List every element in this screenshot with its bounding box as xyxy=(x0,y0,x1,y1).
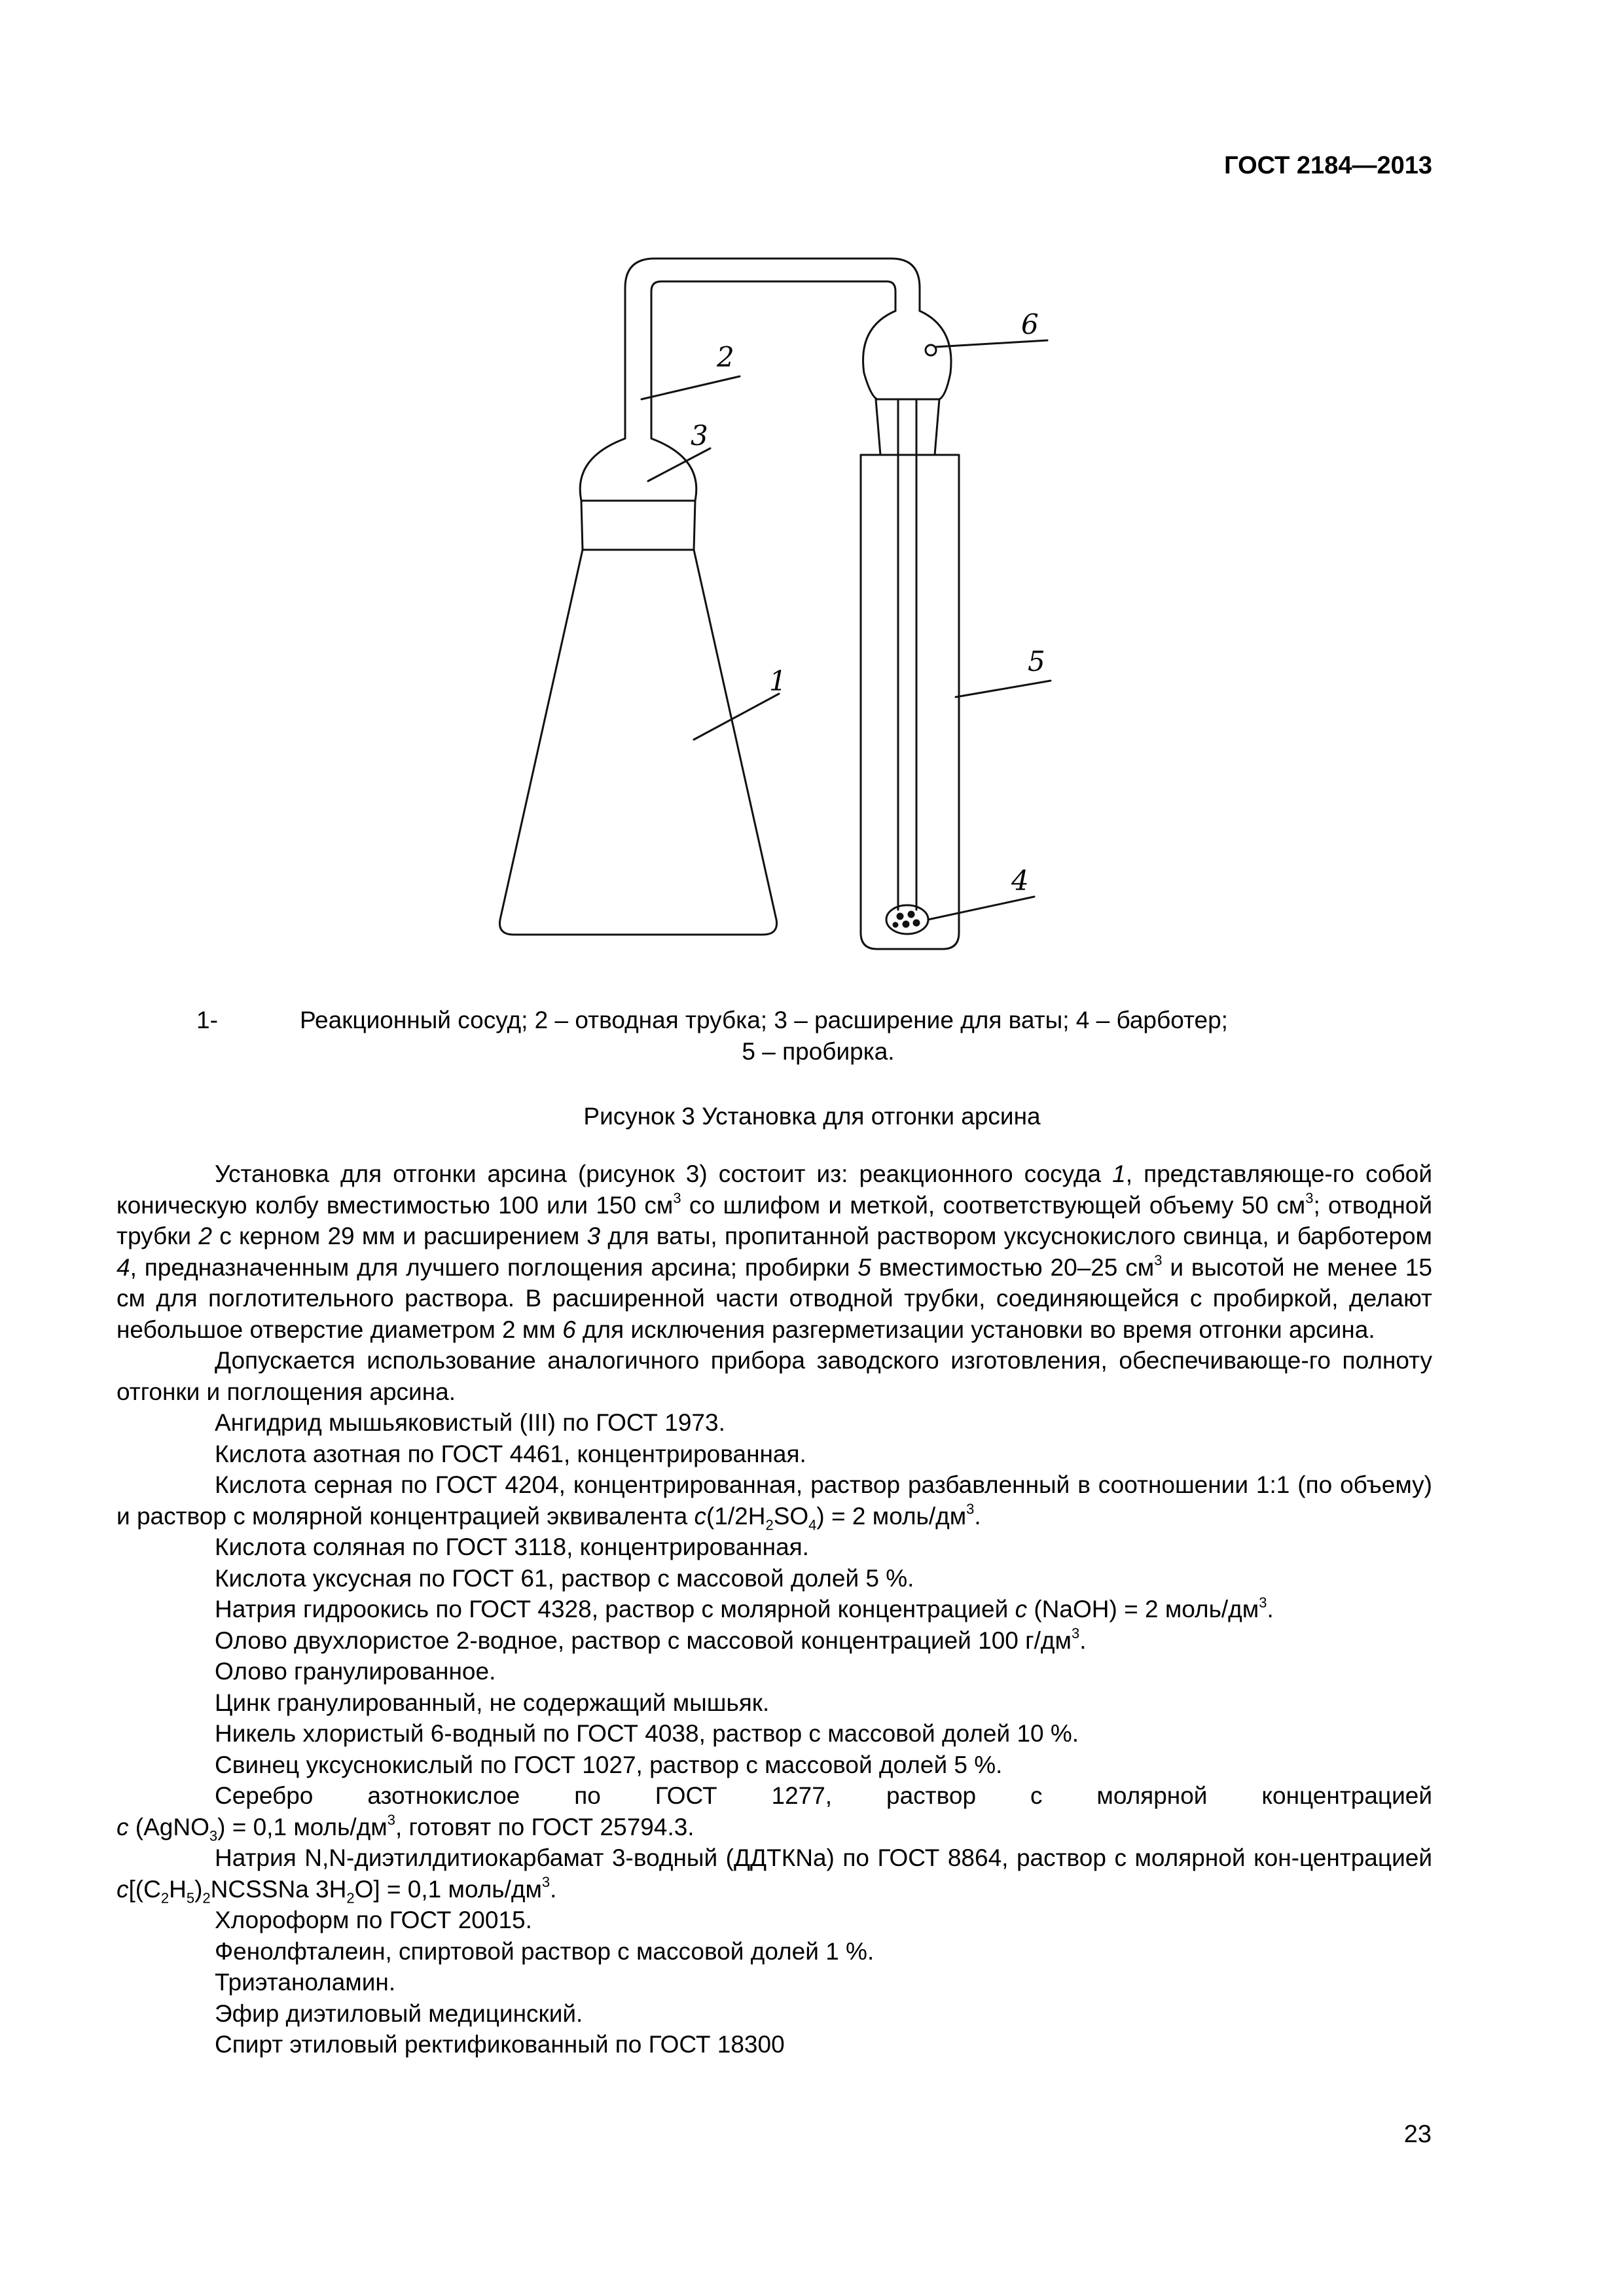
body-text xyxy=(117,1158,1432,2060)
legend-line-2: 5 – пробирка. xyxy=(742,1038,895,1065)
relief-hole xyxy=(926,345,936,355)
reagent-item: Кислота серная по ГОСТ 4204, концентрированная, раствор разбавленный в соотношении 1:1 (по объему) и раствор с молярной концентрацией эквивалента $с(1/2H_2SO_4) = 2$ моль/$дм^3$. xyxy=(117,1471,1432,1533)
paragraph-alternative: Допускается использование аналогичного прибора заводского изготовления, обеспечивающе-го полноту отгонки и поглощения арсина. xyxy=(117,1347,1432,1405)
reagent-item: Олово гранулированное. xyxy=(215,1658,496,1685)
cotton-expansion-bulb xyxy=(580,259,920,501)
reagent-item: Кислота уксусная по ГОСТ 61, раствор с массовой долей 5 %. xyxy=(215,1564,914,1592)
reagent-item: Серебро азотнокислое по ГОСТ 1277, раствор с молярной концентрацией xyxy=(215,1782,1432,1809)
reagent-item: Кислота соляная по ГОСТ 3118, концентрированная. xyxy=(215,1534,809,1560)
bubbler xyxy=(886,905,928,934)
arsine-distillation-apparatus-figure xyxy=(458,242,1113,982)
legend-line-1: Реакционный сосуд; 2 – отводная трубка; 3 – расширение для ваты; 4 – барботер; xyxy=(300,1007,1228,1033)
reagent-item: Триэтаноламин. xyxy=(215,1969,396,1996)
reagent-item: Кислота азотная по ГОСТ 4461, концентрированная. xyxy=(215,1440,806,1467)
reagent-item: Натрия гидроокись по ГОСТ 4328, раствор с молярной концентрацией с (NaOH) = 2 моль/$дм^3$. xyxy=(215,1594,1274,1623)
document-code: ГОСТ 2184—2013 xyxy=(1224,152,1432,179)
paragraph-apparatus: Установка для отгонки арсина (рисунок 3) состоит из: реакционного сосуда 1, представляюще-го собой коническую колбу вместимостью 100 или 150 $см^3$ со шлифом и меткой, соответствующей объему 50 $см^3$; отводной трубки 2 с керном 29 мм и расширением 3 для ваты, пропитанной раствором уксуснокислого свинца, и барботером 4, предназначенным для лучшего поглощения арсина; пробирки 5 вместимостью 20–25 $см^3$ и высотой не менее 15 см для поглотительного раствора. В расширенной части отводной трубки, соединяющейся с пробиркой, делают небольшое отверстие диаметром 2 мм 6 для исключения разгерметизации установки во время отгонки арсина. xyxy=(117,1160,1433,1343)
figure-title: Рисунок 3 Установка для отгонки арсина xyxy=(583,1103,1041,1130)
side-bulb xyxy=(863,311,951,399)
reagent-item: Свинец уксуснокислый по ГОСТ 1027, раствор с массовой долей 5 %. xyxy=(215,1751,1003,1778)
bubbler-tube xyxy=(898,399,916,910)
reagent-item: Спирт этиловый ректификованный по ГОСТ 18300 xyxy=(215,2031,785,2058)
test-tube xyxy=(861,455,959,949)
reagent-item: Никель хлористый 6-водный по ГОСТ 4038, раствор с массовой долей 10 %. xyxy=(215,1720,1079,1747)
label-2: 2 xyxy=(717,341,734,373)
page-number: 23 xyxy=(1403,2121,1432,2148)
reaction-flask xyxy=(499,550,776,935)
reagent-item: Ангидрид мышьяковистый (III) по ГОСТ 1973. xyxy=(215,1409,725,1436)
label-1: 1 xyxy=(769,665,787,697)
label-3: 3 xyxy=(691,420,708,452)
reagent-item: Натрия N,N-диэтилдитиокарбамат 3-водный (ДДТКNa) по ГОСТ 8864, раствор с молярной кон-центрацией $с[(C_2H_5)_2NCSSNa$ $3H_2O] = 0,1$ моль/$дм^3$. xyxy=(117,1844,1432,1906)
reagent-item: Фенолфталеин, спиртовой раствор с массовой долей 1 %. xyxy=(215,1937,875,1965)
reagent-item: Хлороформ по ГОСТ 20015. xyxy=(215,1907,532,1933)
reagent-item: Олово двухлористое 2-водное, раствор с массовой концентрацией 100 $г/дм^3$. xyxy=(215,1625,1087,1654)
legend-number: 1- xyxy=(196,1007,218,1033)
reagent-item-continued: с (AgNO$_3$) = 0,1 моль/$дм^3$, готовят по ГОСТ 25794.3. xyxy=(117,1812,695,1844)
reagent-item: Эфир диэтиловый медицинский. xyxy=(215,2000,583,2027)
test-tube-stopper xyxy=(876,399,939,455)
flask-neck xyxy=(581,501,695,550)
label-6: 6 xyxy=(1021,308,1039,340)
label-4: 4 xyxy=(1011,865,1029,897)
label-5: 5 xyxy=(1028,645,1045,677)
reagent-item: Цинк гранулированный, не содержащий мышьяк. xyxy=(215,1689,770,1716)
